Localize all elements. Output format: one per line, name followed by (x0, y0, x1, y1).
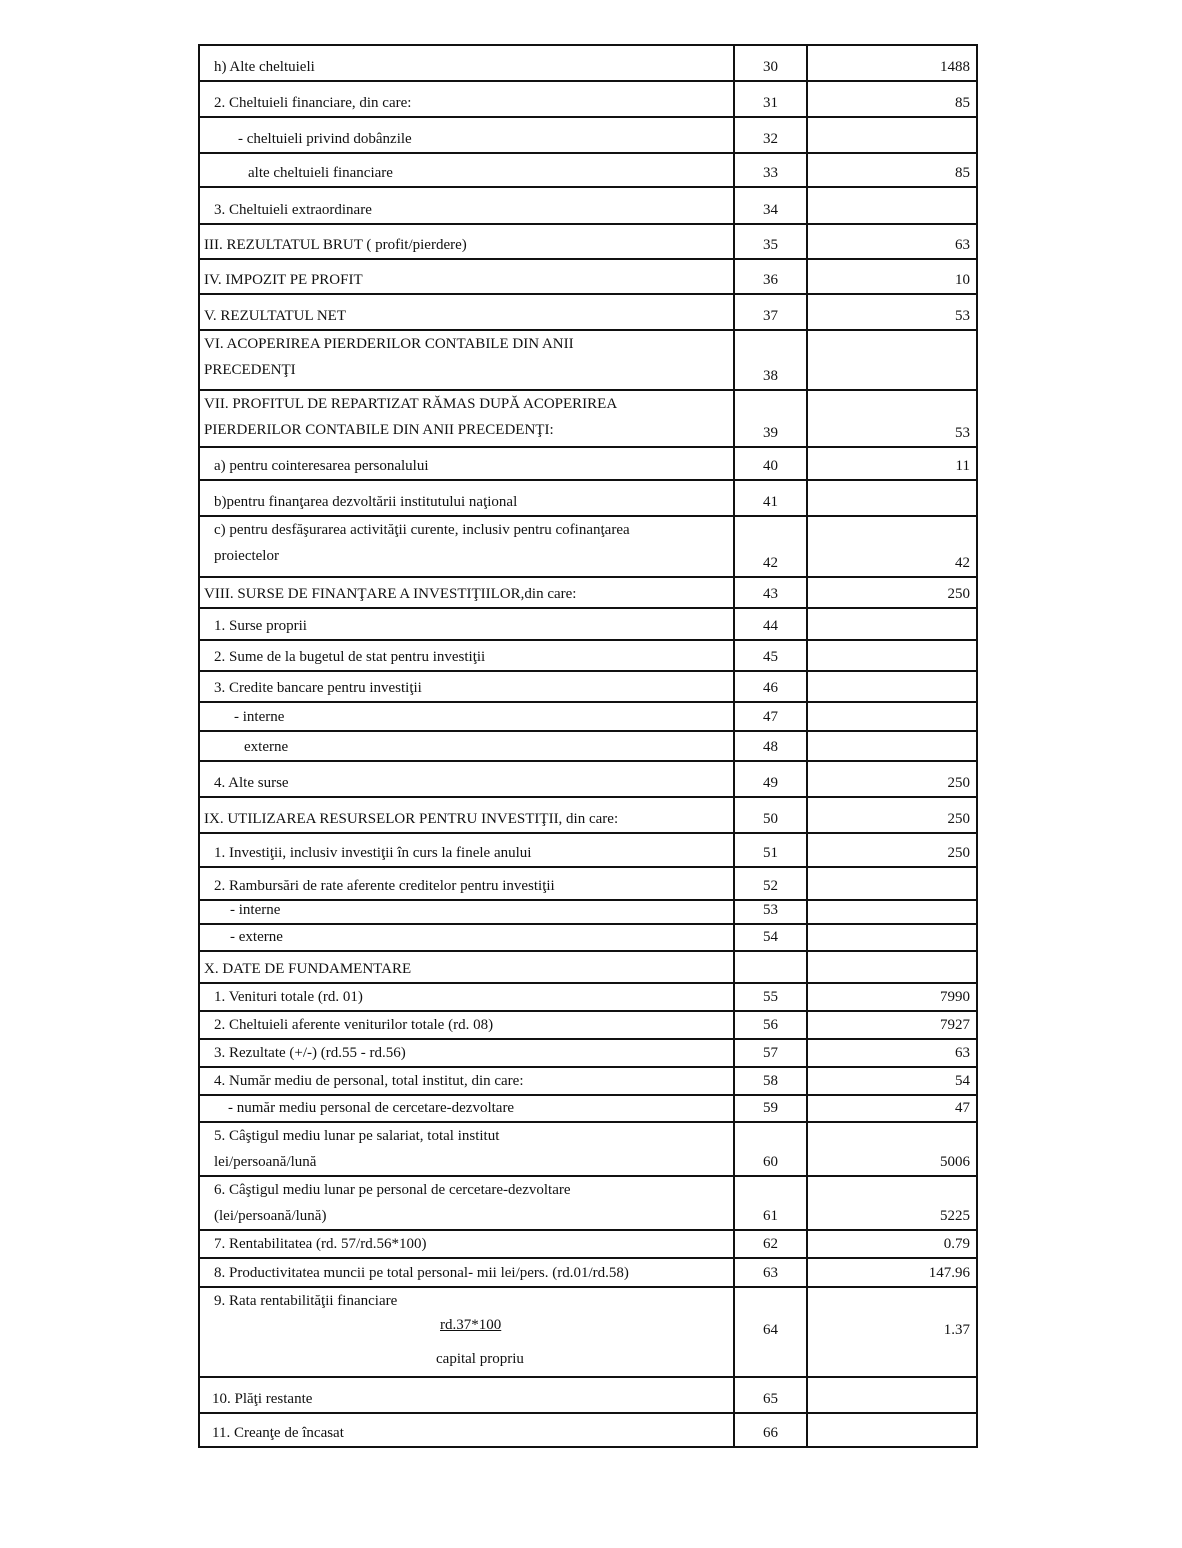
row-value-cell (807, 867, 977, 900)
table-row (199, 1095, 977, 1122)
row-value-cell: 53 (807, 390, 977, 447)
table-row (199, 731, 977, 761)
row-code-cell: 34 (734, 187, 807, 224)
row-label-cell: 3. Cheltuieli extraordinare (199, 187, 734, 224)
row-code-cell: 40 (734, 447, 807, 480)
row-label-cell: 2. Cheltuieli financiare, din care: (199, 81, 734, 117)
row-label-cell: VIII. SURSE DE FINANŢARE A INVESTIŢIILOR,din care: (199, 577, 734, 608)
row-code-cell: 54 (734, 924, 807, 951)
row-code-cell: 66 (734, 1413, 807, 1447)
row-label-cell (199, 390, 734, 447)
row-value-cell (807, 951, 977, 983)
row-label-cell: 1. Investiţii, inclusiv investiţii în curs la finele anului (199, 833, 734, 867)
row-value-cell: 5006 (807, 1122, 977, 1176)
row-label-cell: 4. Alte surse (199, 761, 734, 797)
row-value-cell (807, 640, 977, 671)
table-row (199, 761, 977, 797)
table-row (199, 1067, 977, 1095)
row-label-continuation: lei/persoană/lună (214, 1154, 317, 1170)
row-code-cell: 36 (734, 259, 807, 294)
row-value-cell: 85 (807, 153, 977, 187)
row-label-cell (199, 1122, 734, 1176)
table-row (199, 924, 977, 951)
row-code-cell: 55 (734, 983, 807, 1011)
row-code-cell: 43 (734, 577, 807, 608)
table-row (199, 330, 977, 390)
row-value-cell (807, 1377, 977, 1413)
row-value-cell: 1488 (807, 45, 977, 81)
row-label-cell: 3. Credite bancare pentru investiţii (199, 671, 734, 702)
row-label-cell: 8. Productivitatea muncii pe total personal- mii lei/pers. (rd.01/rd.58) (199, 1258, 734, 1287)
table-row (199, 671, 977, 702)
row-code-cell: 60 (734, 1122, 807, 1176)
row-label-cell: alte cheltuieli financiare (199, 153, 734, 187)
row-label-cell: - cheltuieli privind dobânzile (199, 117, 734, 153)
row-label: VI. ACOPERIREA PIERDERILOR CONTABILE DIN ANII (204, 336, 574, 352)
row-value-cell (807, 671, 977, 702)
table-row (199, 1413, 977, 1447)
table-row (199, 259, 977, 294)
formula-denominator: capital propriu (436, 1351, 524, 1367)
row-value-cell: 147.96 (807, 1258, 977, 1287)
row-label-cell: 2. Sume de la bugetul de stat pentru investiţii (199, 640, 734, 671)
row-code-cell: 42 (734, 516, 807, 577)
row-code-cell: 50 (734, 797, 807, 833)
row-label-cell: X. DATE DE FUNDAMENTARE (199, 951, 734, 983)
row-label: 9. Rata rentabilităţii financiare (214, 1293, 398, 1309)
table-row (199, 640, 977, 671)
row-value-cell: 63 (807, 1039, 977, 1067)
row-label-cell: - interne (199, 702, 734, 731)
row-value-cell (807, 1413, 977, 1447)
row-code-cell: 30 (734, 45, 807, 81)
row-code-cell: 61 (734, 1176, 807, 1230)
row-code-cell: 49 (734, 761, 807, 797)
table-row (199, 702, 977, 731)
row-label-continuation: proiectelor (214, 548, 279, 564)
table-row (199, 577, 977, 608)
row-value-cell (807, 924, 977, 951)
row-value-cell (807, 117, 977, 153)
row-code-cell: 48 (734, 731, 807, 761)
row-label: c) pentru desfăşurarea activităţii curente, inclusiv pentru cofinanţarea (214, 522, 630, 538)
row-label-continuation: PRECEDENŢI (204, 362, 296, 378)
row-label: VII. PROFITUL DE REPARTIZAT RĂMAS DUPĂ ACOPERIREA (204, 396, 618, 412)
row-label-cell: b)pentru finanţarea dezvoltării institutului naţional (199, 480, 734, 516)
row-label-cell: - număr mediu personal de cercetare-dezvoltare (199, 1095, 734, 1122)
row-code-cell: 53 (734, 900, 807, 924)
row-label: 5. Câştigul mediu lunar pe salariat, total institut (214, 1128, 500, 1144)
row-value-cell (807, 900, 977, 924)
row-code-cell: 33 (734, 153, 807, 187)
table-row (199, 1230, 977, 1258)
table-row (199, 117, 977, 153)
row-code-cell: 45 (734, 640, 807, 671)
row-code-cell: 32 (734, 117, 807, 153)
row-value-cell (807, 187, 977, 224)
row-label-cell: 1. Venituri totale (rd. 01) (199, 983, 734, 1011)
row-code-cell: 56 (734, 1011, 807, 1039)
row-label-cell: h) Alte cheltuieli (199, 45, 734, 81)
row-value-cell: 7990 (807, 983, 977, 1011)
row-label-cell: 10. Plăţi restante (199, 1377, 734, 1413)
table-row (199, 1258, 977, 1287)
table-row (199, 1011, 977, 1039)
row-label-continuation: (lei/persoană/lună) (214, 1208, 327, 1224)
row-code-cell: 37 (734, 294, 807, 330)
budget-table-body (199, 45, 977, 1447)
row-label-cell: a) pentru cointeresarea personalului (199, 447, 734, 480)
table-row (199, 224, 977, 259)
row-value-cell: 63 (807, 224, 977, 259)
table-row (199, 81, 977, 117)
table-row (199, 187, 977, 224)
row-code-cell: 46 (734, 671, 807, 702)
row-label-cell: IX. UTILIZAREA RESURSELOR PENTRU INVESTIŢII, din care: (199, 797, 734, 833)
row-code-cell: 47 (734, 702, 807, 731)
row-value-cell: 0.79 (807, 1230, 977, 1258)
table-row (199, 797, 977, 833)
row-code-cell: 65 (734, 1377, 807, 1413)
row-code-cell: 57 (734, 1039, 807, 1067)
row-code-cell: 58 (734, 1067, 807, 1095)
budget-table-container (198, 44, 970, 1448)
formula-numerator: rd.37*100 (440, 1317, 502, 1333)
row-value-cell (807, 702, 977, 731)
row-label-cell (199, 1287, 734, 1377)
row-code-cell: 62 (734, 1230, 807, 1258)
row-code-cell: 59 (734, 1095, 807, 1122)
row-code-cell: 63 (734, 1258, 807, 1287)
row-label-cell: V. REZULTATUL NET (199, 294, 734, 330)
table-row (199, 294, 977, 330)
row-code-cell: 44 (734, 608, 807, 640)
row-code-cell: 41 (734, 480, 807, 516)
row-label-cell: 4. Număr mediu de personal, total institut, din care: (199, 1067, 734, 1095)
formula-fraction (214, 1310, 729, 1372)
row-value-cell: 47 (807, 1095, 977, 1122)
row-label-cell: 11. Creanţe de încasat (199, 1413, 734, 1447)
row-value-cell (807, 330, 977, 390)
table-row (199, 390, 977, 447)
row-value-cell (807, 480, 977, 516)
row-code-cell: 35 (734, 224, 807, 259)
table-row (199, 516, 977, 577)
row-label-cell (199, 330, 734, 390)
row-value-cell: 54 (807, 1067, 977, 1095)
row-value-cell: 250 (807, 577, 977, 608)
row-label-cell: - externe (199, 924, 734, 951)
budget-table (198, 44, 978, 1448)
row-label-cell: 2. Cheltuieli aferente veniturilor totale (rd. 08) (199, 1011, 734, 1039)
table-row (199, 447, 977, 480)
row-value-cell: 250 (807, 833, 977, 867)
row-value-cell: 42 (807, 516, 977, 577)
row-code-cell: 38 (734, 330, 807, 390)
table-row (199, 900, 977, 924)
row-label-cell: - interne (199, 900, 734, 924)
row-value-cell: 5225 (807, 1176, 977, 1230)
row-label-cell (199, 516, 734, 577)
table-row (199, 1287, 977, 1377)
row-value-cell: 250 (807, 797, 977, 833)
row-label-cell: 7. Rentabilitatea (rd. 57/rd.56*100) (199, 1230, 734, 1258)
row-value-cell: 53 (807, 294, 977, 330)
row-label-continuation: PIERDERILOR CONTABILE DIN ANII PRECEDENŢI: (204, 422, 554, 438)
table-row (199, 1039, 977, 1067)
row-label-cell (199, 1176, 734, 1230)
row-code-cell: 31 (734, 81, 807, 117)
row-code-cell (734, 951, 807, 983)
table-row (199, 951, 977, 983)
row-value-cell: 7927 (807, 1011, 977, 1039)
row-code-cell: 39 (734, 390, 807, 447)
row-value-cell: 11 (807, 447, 977, 480)
row-label-cell: 2. Rambursări de rate aferente creditelor pentru investiţii (199, 867, 734, 900)
row-value-cell: 250 (807, 761, 977, 797)
table-row (199, 608, 977, 640)
table-row (199, 983, 977, 1011)
row-label-cell: IV. IMPOZIT PE PROFIT (199, 259, 734, 294)
table-row (199, 153, 977, 187)
row-code-cell: 64 (734, 1287, 807, 1377)
table-row (199, 833, 977, 867)
row-label-cell: externe (199, 731, 734, 761)
table-row (199, 1122, 977, 1176)
row-value-cell (807, 731, 977, 761)
row-label-cell: 1. Surse proprii (199, 608, 734, 640)
table-row (199, 867, 977, 900)
row-code-cell: 52 (734, 867, 807, 900)
row-value-cell: 1.37 (807, 1287, 977, 1377)
row-value-cell: 10 (807, 259, 977, 294)
row-value-cell: 85 (807, 81, 977, 117)
table-row (199, 480, 977, 516)
row-label: 6. Câştigul mediu lunar pe personal de cercetare-dezvoltare (214, 1182, 571, 1198)
table-row (199, 1377, 977, 1413)
row-label-cell: III. REZULTATUL BRUT ( profit/pierdere) (199, 224, 734, 259)
table-row (199, 45, 977, 81)
table-row (199, 1176, 977, 1230)
row-label-cell: 3. Rezultate (+/-) (rd.55 - rd.56) (199, 1039, 734, 1067)
row-value-cell (807, 608, 977, 640)
row-code-cell: 51 (734, 833, 807, 867)
